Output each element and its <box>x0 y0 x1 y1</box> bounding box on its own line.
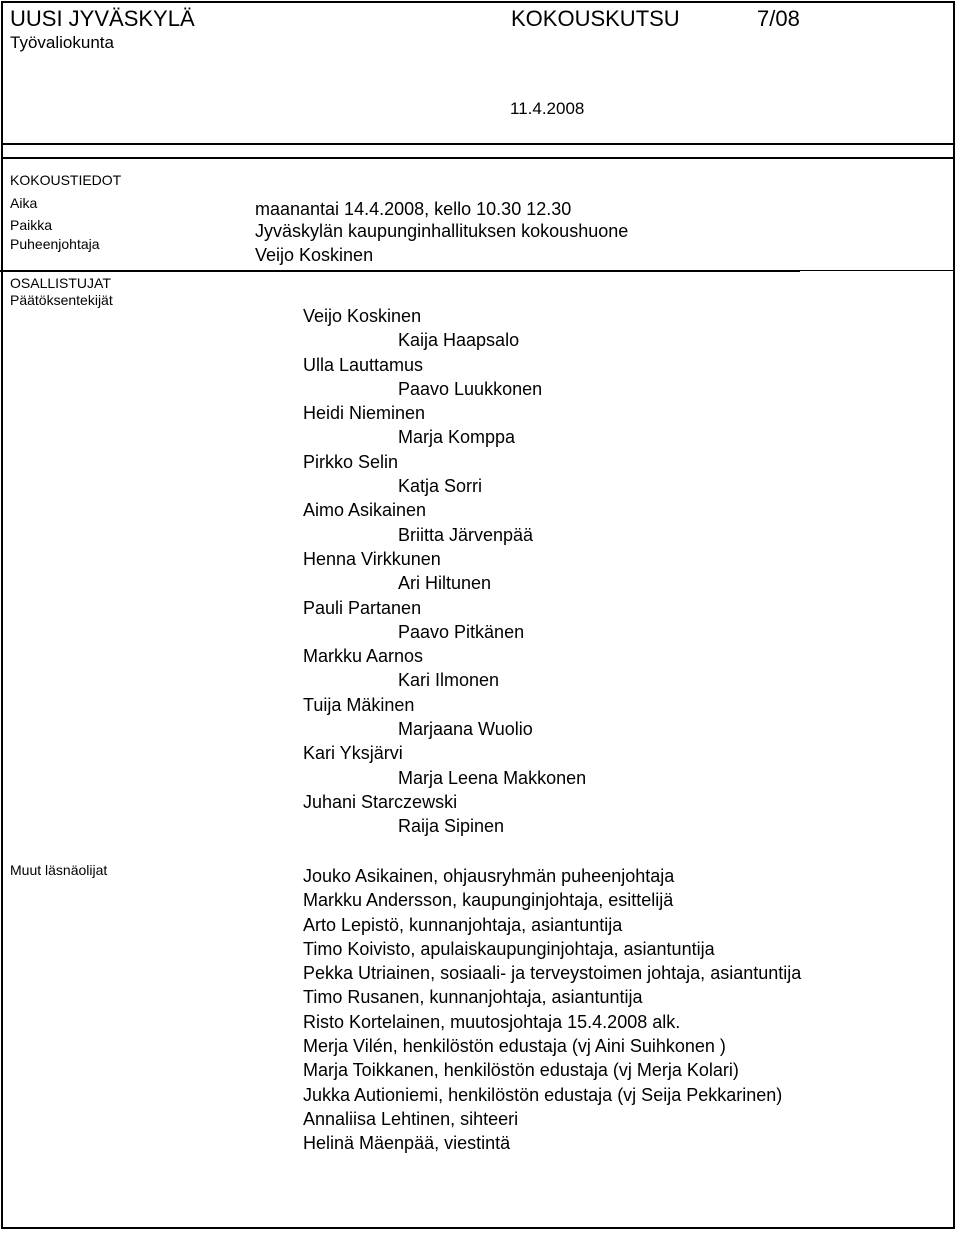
list-item: Markku Aarnos <box>303 646 424 667</box>
chair-value: Veijo Koskinen <box>255 245 374 265</box>
other-attendees-list <box>303 864 801 1156</box>
place-value: Jyväskylän kaupunginhallituksen kokoushuone <box>255 221 629 241</box>
list-item: Kaija Haapsalo <box>398 330 520 351</box>
participants-heading: OSALLISTUJAT <box>10 275 111 291</box>
committee-name: Työvaliokunta <box>10 33 114 52</box>
list-item: Veijo Koskinen <box>303 306 422 326</box>
list-item: Heidi Nieminen <box>303 403 426 424</box>
list-item: Ari Hiltunen <box>398 573 492 594</box>
list-item: Marja Komppa <box>398 427 516 448</box>
list-item: Tuija Mäkinen <box>303 694 415 715</box>
list-item: Timo Koivisto, apulaiskaupunginjohtaja, asiantuntija <box>303 938 715 959</box>
list-item: Risto Kortelainen, muutosjohtaja 15.4.2008 alk. <box>303 1011 681 1032</box>
list-item: Jukka Autioniemi, henkilöstön edustaja (vj Seija Pekkarinen) <box>303 1084 783 1105</box>
decision-makers-label: Päätöksentekijät <box>10 292 113 308</box>
list-item: Arto Lepistö, kunnanjohtaja, asiantuntija <box>303 914 623 935</box>
list-item: Pauli Partanen <box>303 597 422 618</box>
header-divider <box>1 143 955 145</box>
list-item: Jouko Asikainen, ohjausryhmän puheenjohtaja <box>303 866 675 886</box>
meeting-info-heading: KOKOUSTIEDOT <box>10 172 122 188</box>
header-divider-2 <box>1 157 955 159</box>
meeting-divider <box>1 270 955 271</box>
list-item: Annaliisa Lehtinen, sihteeri <box>303 1108 519 1129</box>
list-item: Paavo Pitkänen <box>398 621 525 642</box>
list-item: Briitta Järvenpää <box>398 524 534 545</box>
list-item: Kari Yksjärvi <box>303 743 403 764</box>
decision-makers-list <box>303 304 586 839</box>
document-number: 7/08 <box>757 6 800 31</box>
list-item: Henna Virkkunen <box>303 548 441 569</box>
chair-label: Puheenjohtaja <box>10 236 100 252</box>
organization-title: UUSI JYVÄSKYLÄ <box>10 6 195 31</box>
list-item: Marja Leena Makkonen <box>398 767 587 788</box>
list-item: Aimo Asikainen <box>303 500 427 521</box>
list-item: Marja Toikkanen, henkilöstön edustaja (vj Merja Kolari) <box>303 1060 739 1081</box>
time-value: maanantai 14.4.2008, kello 10.30 12.30 <box>255 199 572 219</box>
list-item: Raija Sipinen <box>398 816 505 837</box>
list-item: Pirkko Selin <box>303 451 399 472</box>
list-item: Helinä Mäenpää, viestintä <box>303 1133 511 1154</box>
list-item: Markku Andersson, kaupunginjohtaja, esittelijä <box>303 890 674 911</box>
place-label: Paikka <box>10 217 53 233</box>
list-item: Paavo Luukkonen <box>398 378 543 399</box>
document-type: KOKOUSKUTSU <box>511 6 680 31</box>
list-item: Kari Ilmonen <box>398 670 500 691</box>
list-item: Katja Sorri <box>398 476 483 497</box>
document-date: 11.4.2008 <box>510 99 585 118</box>
time-label: Aika <box>10 195 38 211</box>
list-item: Ulla Lauttamus <box>303 354 424 375</box>
list-item: Timo Rusanen, kunnanjohtaja, asiantuntija <box>303 987 643 1008</box>
list-item: Merja Vilén, henkilöstön edustaja (vj Aini Suihkonen ) <box>303 1036 726 1057</box>
list-item: Pekka Utriainen, sosiaali- ja terveystoimen johtaja, asiantuntija <box>303 963 802 984</box>
other-attendees-label: Muut läsnäolijat <box>10 862 108 878</box>
list-item: Juhani Starczewski <box>303 791 458 812</box>
list-item: Marjaana Wuolio <box>398 719 533 740</box>
